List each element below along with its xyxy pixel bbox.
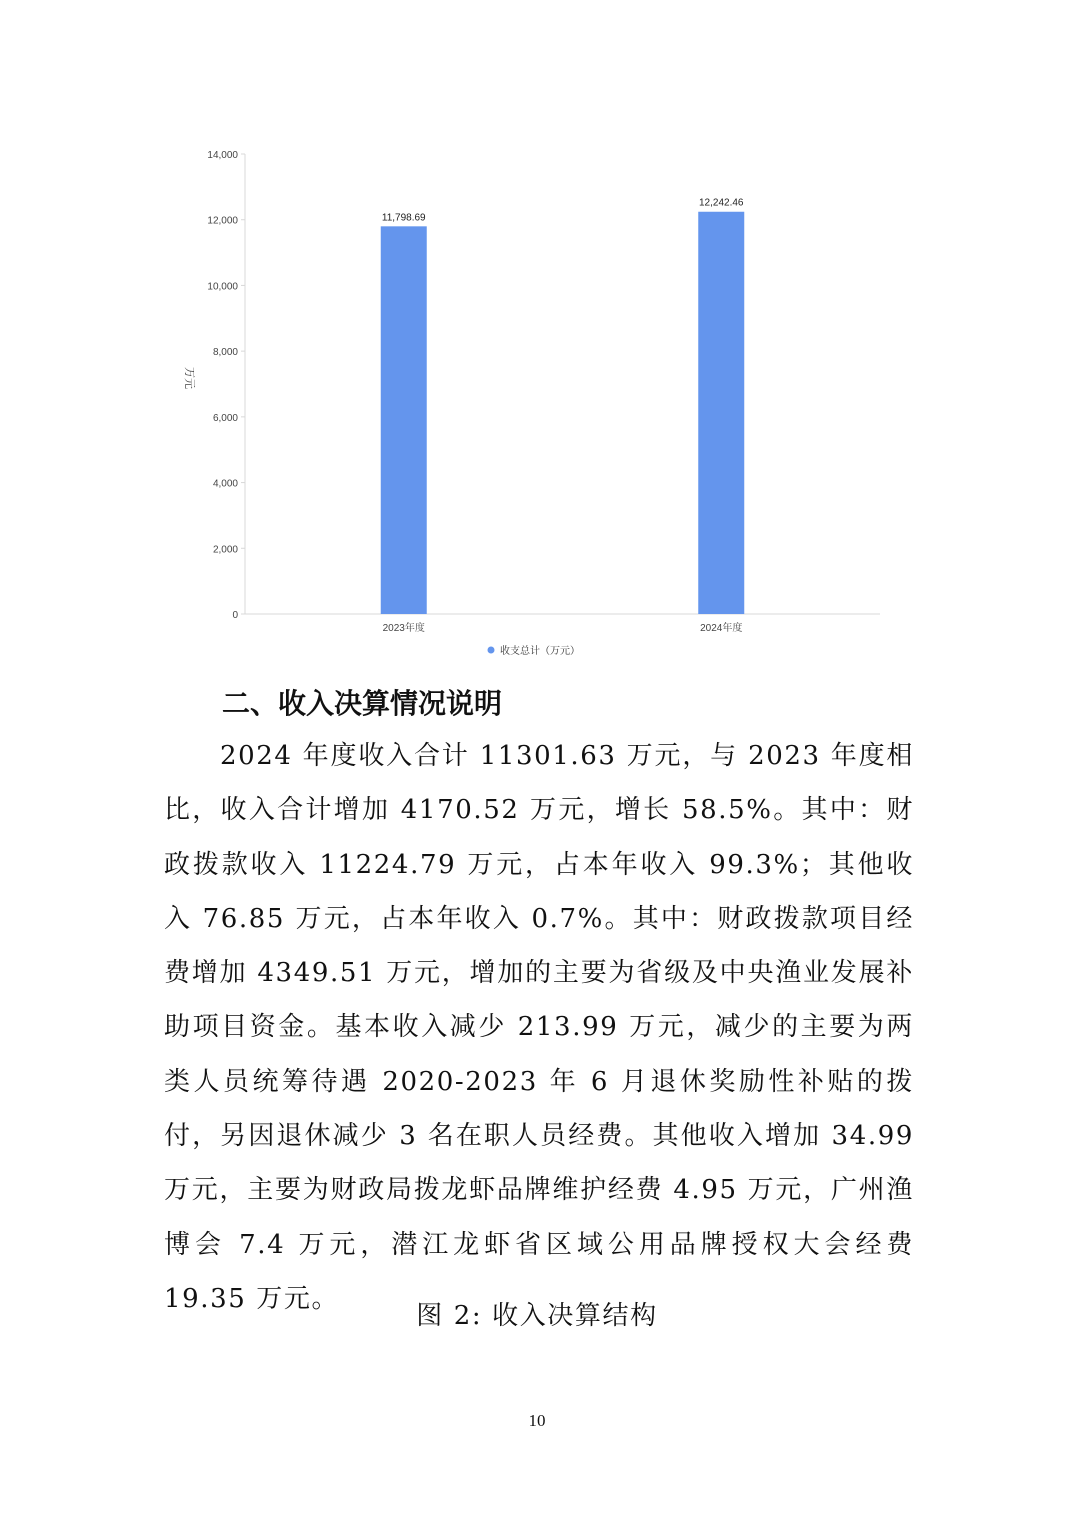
y-tick-label: 0 bbox=[232, 610, 238, 621]
y-axis-ticks bbox=[207, 150, 245, 621]
bar-data-label: 12,242.46 bbox=[699, 197, 744, 209]
bar-1 bbox=[381, 226, 427, 614]
income-expense-bar-chart bbox=[175, 140, 895, 665]
bar-data-label: 11,798.69 bbox=[381, 212, 426, 224]
figure-caption: 图 2: 收入决算结构 bbox=[416, 1301, 658, 1331]
y-tick-label: 8,000 bbox=[212, 347, 238, 359]
page-number: 10 bbox=[528, 1411, 546, 1430]
x-tick-label: 2024年度 bbox=[700, 623, 743, 634]
legend-label: 收支总计（万元） bbox=[500, 646, 580, 657]
y-tick-label: 12,000 bbox=[207, 215, 238, 227]
y-tick-label: 10,000 bbox=[207, 281, 238, 293]
bars bbox=[381, 198, 745, 634]
x-tick-label: 2023年度 bbox=[382, 623, 425, 634]
legend-marker bbox=[488, 647, 495, 654]
bar-2 bbox=[698, 212, 744, 614]
y-tick-label: 2,000 bbox=[212, 544, 238, 556]
y-tick-label: 4,000 bbox=[212, 478, 238, 490]
y-axis-title: 万元 bbox=[183, 367, 196, 389]
y-tick-label: 14,000 bbox=[207, 150, 238, 161]
body-paragraph: 2024 年度收入合计 11301.63 万元，与 2023 年度相比，收入合计增加 4170.52 万元，增长 58.5%。其中：财政拨款收入 11224.79 万元，占本年收入 99.3%；其他收入 76.85 万元，占本年收入 0.7%。其中：财政拨款项目经费增加 4349.51 万元，增加的主要为省级及中央渔业发展补助项目资金。基本收入减少 213.99 万元，减少的主要为两类人员统筹待遇 2020-2023 年 6 月退休奖励性补贴的拨付，另因退休减少 3 名在职人员经费。其他收入增加 34.99 万元，主要为财政局拨龙虾品牌维护经费 4.95 万元，广州渔博会 7.4 万元，潜江龙虾省区域公用品牌授权大会经费 19.35 万元。 bbox=[164, 741, 914, 1314]
y-tick-label: 6,000 bbox=[212, 412, 238, 424]
legend bbox=[488, 644, 581, 657]
section-heading: 二、收入决算情况说明 bbox=[222, 687, 503, 720]
